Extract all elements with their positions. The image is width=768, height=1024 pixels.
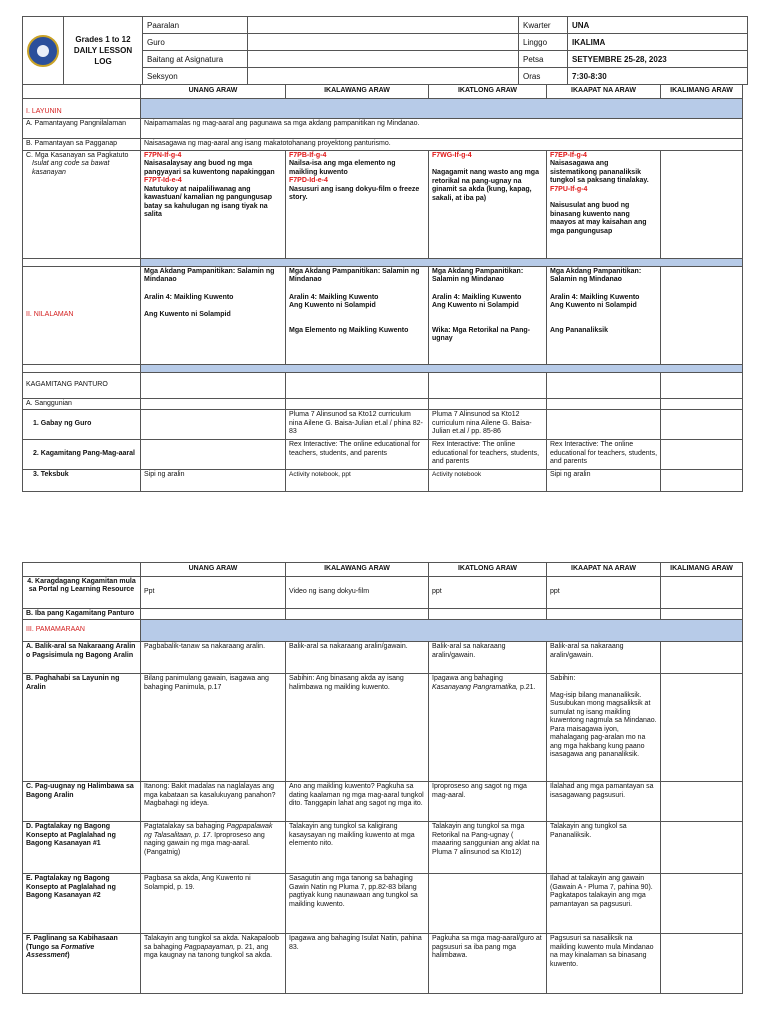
competency-code: F7PD-Id-e-4	[289, 177, 328, 184]
row-sanggunian	[23, 398, 743, 410]
day2-cell: Talakayin ang tungkol sa kaligirang kasaysayan ng maikling kuwento at mga elemento nito.	[286, 822, 429, 874]
text: Sabihin:	[550, 675, 576, 682]
competency-code: F7WG-If-g-4	[432, 151, 472, 159]
competency-text: Naisasalaysay ang buod ng mga pangyayari sa kuwentong napakinggan	[144, 160, 275, 176]
section-band	[141, 258, 743, 266]
competency-code: F7PN-If-g-4	[144, 151, 182, 159]
competency-text: Nailsa-isa ang mga elemento ng maikling kuwento	[289, 160, 396, 176]
day2-cell: Ipagawa ang bahaging Isulat Natin, pahina 83.	[286, 934, 429, 994]
competency-code: F7EP-If-g-4	[550, 151, 587, 159]
day4-cell: Pagsusuri sa nasaliksik na maikling kuwento mula Mindanao na may kinalaman sa binasang kuwento.	[547, 934, 661, 994]
row-label: 4. Karagdagang Kagamitan mula sa Portal ng Learning Resource	[23, 576, 141, 608]
nilalaman-text: Aralin 4: Maikling Kuwento	[432, 293, 522, 301]
competency-code: F7PT-Id-e-4	[144, 177, 182, 184]
day3-cell	[429, 398, 547, 410]
day-header: IKALAWANG ARAW	[286, 563, 429, 577]
text: Ipagawa ang bahaging	[432, 675, 503, 682]
day1-cell	[141, 372, 286, 398]
day3-cell: Pagkuha sa mga mag-aaral/guro at pagsusuri sa iba pang mga halimbawa.	[429, 934, 547, 994]
nilalaman-text: Wika: Mga Retorikal na Pang-ugnay	[432, 326, 530, 342]
section-nilalaman: II. NILALAMAN	[23, 266, 141, 364]
text: Talakayin ang tungkol sa akda. Nakapaloob sa bahaging	[144, 935, 280, 951]
section-layunin: I. LAYUNIN	[23, 98, 141, 118]
label-petsa: Petsa	[519, 51, 568, 68]
day2-cell	[286, 266, 429, 364]
blank-cell	[23, 364, 141, 372]
label-guro: Guro	[143, 34, 248, 51]
day3-cell	[429, 608, 547, 620]
day1-cell	[141, 934, 286, 994]
day-header: UNANG ARAW	[141, 85, 286, 99]
day1-cell	[141, 822, 286, 874]
nilalaman-text: Aralin 4: Maikling Kuwento	[550, 293, 640, 301]
day5-cell	[661, 470, 743, 492]
day5-cell	[661, 782, 743, 822]
day-header: IKATLONG ARAW	[429, 563, 547, 577]
day2-cell	[286, 150, 429, 258]
nilalaman-text: Mga Akdang Pampanitikan: Salamin ng Mindanao	[432, 267, 524, 283]
day1-cell	[141, 150, 286, 258]
section-pamamaraan: III. PAMAMARAAN	[23, 620, 141, 642]
section-band	[141, 620, 743, 642]
competency-text: Nasusuri ang isang dokyu-film o freeze story.	[289, 185, 420, 201]
row-kagamitang-pang-mag-aaral	[23, 440, 743, 470]
day-header: IKATLONG ARAW	[429, 85, 547, 99]
day4-cell	[547, 150, 661, 258]
day4-cell	[547, 372, 661, 398]
nilalaman-text: Ang Kuwento ni Solampid	[144, 311, 231, 318]
deped-seal-icon	[23, 17, 64, 85]
day2-cell: Balik-aral sa nakaraang aralin/gawain.	[286, 642, 429, 674]
competency-text: Nagagamit nang wasto ang mga retorikal na pang-ugnay na ginamit sa akda (kung, kapag, sakali, at iba pa)	[432, 169, 539, 202]
day3-cell: ppt	[429, 576, 547, 608]
row-label	[23, 150, 141, 258]
day5-cell	[661, 398, 743, 410]
value-kwarter[interactable]: UNA	[568, 17, 748, 34]
day1-cell	[141, 398, 286, 410]
row-label: C. Pag-uugnay ng Halimbawa sa Bagong Aralin	[23, 782, 141, 822]
row-content: Naipamamalas ng mag-aaral ang pagunawa sa mga akdang pampanitikan ng Mindanao.	[141, 118, 743, 138]
text: p. 21, ang mga kaugnay na tanong tungkol sa akda.	[144, 943, 273, 959]
day2-cell: Activity notebook, ppt	[286, 470, 429, 492]
day1-cell	[141, 266, 286, 364]
nilalaman-text: Ang Kuwento ni Solampid	[550, 302, 637, 309]
title-line: LOG	[94, 57, 112, 66]
day2-cell: Video ng isang dokyu-film	[286, 576, 429, 608]
competency-text: Naisusulat ang buod ng binasang kuwento nang maayos at may kaisahan ang mga pangungusap	[550, 202, 647, 235]
kasanayan-label: C. Mga Kasanayan sa Pagkatuto	[26, 151, 129, 159]
nilalaman-text: Mga Akdang Pampanitikan: Salamin ng Mindanao	[550, 267, 642, 283]
day5-cell	[661, 608, 743, 620]
day-header: IKAAPAT NA ARAW	[547, 85, 661, 99]
day5-cell	[661, 674, 743, 782]
day4-cell: Talakayin ang tungkol sa Pananaliksik.	[547, 822, 661, 874]
row-pag-uugnay	[23, 782, 743, 822]
day5-cell	[661, 822, 743, 874]
row-paghahabi	[23, 674, 743, 782]
kasanayan-sub: Isulat ang code sa bawat kasanayan	[32, 160, 110, 176]
day3-cell	[429, 674, 547, 782]
row-label: A. Balik-aral sa Nakaraang Aralin o Pagsisimula ng Bagong Aralin	[23, 642, 141, 674]
day1-cell: Itanong: Bakit madalas na naglalayas ang mga kabataan sa kasalukuyang panahon? Magbahagi ng ideya.	[141, 782, 286, 822]
row-label: B. Pamantayan sa Pagganap	[23, 138, 141, 150]
row-pagtalakay-2	[23, 874, 743, 934]
day3-cell	[429, 266, 547, 364]
day1-cell: Ppt	[141, 576, 286, 608]
competency-code: F7PU-If-g-4	[550, 185, 588, 193]
row-label: 2. Kagamitang Pang-Mag-aaral	[23, 440, 141, 470]
row-teksbuk	[23, 470, 743, 492]
row-iba-pang-kagamitan	[23, 608, 743, 620]
competency-text: Natutukoy at naipaliliwanag ang kawastuan/ kamalian ng pangungusap batay sa kahulugan ng isang tiyak na salita	[144, 185, 272, 218]
lesson-table-1	[22, 84, 743, 492]
value-linggo[interactable]: IKALIMA	[568, 34, 748, 51]
text: Mag-isip bilang mananaliksik. Susubukan mong magsaliksik at sumulat ng isang maikling kuwentong nagmula sa Mindanao. Para maisagawa iyon, mahalagang pag-aralan mo na ang mga hakbang kung paano isasagawa ang pananaliksik.	[550, 691, 657, 758]
dll-title	[64, 17, 143, 85]
day4-cell	[547, 608, 661, 620]
row-label: 1. Gabay ng Guro	[23, 410, 141, 440]
row-karagdagang-kagamitan	[23, 576, 743, 608]
competency-code: F7PB-If-g-4	[289, 151, 327, 159]
label-baitang: Baitang at Asignatura	[143, 51, 248, 68]
day2-cell	[286, 372, 429, 398]
nilalaman-text: Ang Kuwento ni Solampid	[432, 302, 519, 309]
day2-cell	[286, 398, 429, 410]
competency-text: Naisasagawa ang sistematikong pananaliksik tungkol sa paksang tinalakay.	[550, 160, 649, 184]
row-label: A. Sanggunian	[23, 398, 141, 410]
day3-cell	[429, 372, 547, 398]
row-label: E. Pagtalakay ng Bagong Konsepto at Paglalahad ng Bagong Kasanayan #2	[23, 874, 141, 934]
day-header-row	[23, 85, 743, 99]
day1-cell	[141, 608, 286, 620]
text-italic: Kasanayang Pangramatika,	[432, 683, 518, 691]
day2-cell	[286, 608, 429, 620]
nilalaman-text: Mga Elemento ng Maikling Kuwento	[289, 326, 409, 334]
day5-cell	[661, 934, 743, 994]
text: F. Paglinang sa Kabihasaan (Tungo sa	[26, 935, 118, 951]
row-label: 3. Teksbuk	[23, 470, 141, 492]
day3-cell: Activity notebook	[429, 470, 547, 492]
day4-cell	[547, 398, 661, 410]
header-table	[22, 16, 748, 85]
nilalaman-text: Aralin 4: Maikling Kuwento	[289, 293, 379, 301]
row-pamantayan-pagganap	[23, 138, 743, 150]
section-band	[141, 364, 743, 372]
value-petsa[interactable]: SETYEMBRE 25-28, 2023	[568, 51, 748, 68]
day4-cell: Ilalahad ang mga pamantayan sa isasagawang pagsusuri.	[547, 782, 661, 822]
day4-cell	[547, 266, 661, 364]
row-label: A. Pamantayang Pangnilalaman	[23, 118, 141, 138]
text: Pagtatalakay sa bahaging	[144, 823, 225, 830]
label-oras: Oras	[519, 68, 568, 85]
row-label: B. Paghahabi sa Layunin ng Aralin	[23, 674, 141, 782]
row-pamantayang-pangnilalaman	[23, 118, 743, 138]
day2-cell: Sasagutin ang mga tanong sa bahaging Gawin Natin ng Pluma 7, pp.82-83 bilang pagtiyak kung naunawaan ang tungkol sa maikling kuwento.	[286, 874, 429, 934]
day1-cell: Bilang panimulang gawain, isagawa ang bahaging Panimula, p.17	[141, 674, 286, 782]
day3-cell: Rex Interactive: The online educational for teachers, students, and parents	[429, 440, 547, 470]
day4-cell: Ilahad at talakayin ang gawain (Gawain A - Pluma 7, pahina 90). Pagkatapos talakayin ang mga pamantayan sa pagsusuri.	[547, 874, 661, 934]
day3-cell	[429, 874, 547, 934]
value-guro[interactable]	[248, 34, 519, 51]
day4-cell	[547, 410, 661, 440]
row-balik-aral	[23, 642, 743, 674]
day3-cell: Pluma 7 Alinsunod sa Kto12 curriculum nina Ailene G. Baisa-Julian et.al / pp. 85-86	[429, 410, 547, 440]
day1-cell	[141, 410, 286, 440]
day3-cell: Talakayin ang tungkol sa mga Retorikal na Pang-ugnay ( maaaring sanggunian ang aklat na Pluma 7 alinsunod sa Kto12)	[429, 822, 547, 874]
day1-cell: Pagbasa sa akda, Ang Kuwento ni Solampid, p. 19.	[141, 874, 286, 934]
day2-cell: Ano ang maikling kuwento? Pagkuha sa dating kaalaman ng mga mag-aaral tungkol dito. Tanggapin lahat ang sagot ng mga ito.	[286, 782, 429, 822]
day4-cell: Sipi ng aralin	[547, 470, 661, 492]
section-kagamitan: KAGAMITANG PANTURO	[23, 372, 141, 398]
row-kagamitan	[23, 372, 743, 398]
row-kasanayan	[23, 150, 743, 258]
text-italic: Formative Assessment	[26, 943, 95, 959]
day5-cell	[661, 372, 743, 398]
nilalaman-text: Mga Akdang Pampanitikan: Salamin ng Mindanao	[144, 267, 275, 283]
layunin-row	[23, 98, 743, 118]
band-row	[23, 364, 743, 372]
day4-cell: ppt	[547, 576, 661, 608]
lesson-table-2	[22, 562, 743, 994]
label-linggo: Linggo	[519, 34, 568, 51]
text: p.21.	[519, 683, 536, 691]
day5-cell	[661, 576, 743, 608]
day3-cell: Iproproseso ang sagot ng mga mag-aaral.	[429, 782, 547, 822]
row-label	[23, 934, 141, 994]
value-seksyon[interactable]	[248, 68, 519, 85]
day2-cell: Pluma 7 Alinsunod sa Kto12 curriculum nina Ailene G. Baisa-Julian et.al / phina 82-83	[286, 410, 429, 440]
day1-cell: Sipi ng aralin	[141, 470, 286, 492]
row-gabay-guro	[23, 410, 743, 440]
band-row	[23, 258, 743, 266]
nilalaman-text: Aralin 4: Maikling Kuwento	[144, 293, 234, 301]
day-header: IKALIMANG ARAW	[661, 563, 743, 577]
day1-cell: Pagbabalik-tanaw sa nakaraang aralin.	[141, 642, 286, 674]
nilalaman-text: Mga Akdang Pampanitikan: Salamin ng Mindanao	[289, 267, 420, 283]
day2-cell: Sabihin: Ang binasang akda ay isang halimbawa ng maikling kuwento.	[286, 674, 429, 782]
row-label: B. Iba pang Kagamitang Panturo	[23, 608, 141, 620]
pamamaraan-row	[23, 620, 743, 642]
day5-cell	[661, 440, 743, 470]
row-nilalaman	[23, 266, 743, 364]
title-line: Grades 1 to 12	[75, 35, 131, 44]
row-label: D. Pagtalakay ng Bagong Konsepto at Paglalahad ng Bagong Kasanayan #1	[23, 822, 141, 874]
corner-cell	[23, 563, 141, 577]
text: )	[67, 952, 70, 959]
day1-cell	[141, 440, 286, 470]
day3-cell: Balik-aral sa nakaraang aralin/gawain.	[429, 642, 547, 674]
day4-cell	[547, 674, 661, 782]
text-italic: Pagpapayaman,	[184, 943, 236, 951]
day5-cell	[661, 642, 743, 674]
row-paglinang	[23, 934, 743, 994]
day-header-row	[23, 563, 743, 577]
day3-cell	[429, 150, 547, 258]
day4-cell: Balik-aral sa nakaraang aralin/gawain.	[547, 642, 661, 674]
day-header: UNANG ARAW	[141, 563, 286, 577]
corner-cell	[23, 85, 141, 99]
blank-cell	[23, 258, 141, 266]
day4-cell: Rex Interactive: The online educational for teachers, students, and parents	[547, 440, 661, 470]
label-paaralan: Paaralan	[143, 17, 248, 34]
title-line: DAILY LESSON	[73, 46, 133, 55]
day5-cell	[661, 150, 743, 258]
day-header: IKALAWANG ARAW	[286, 85, 429, 99]
day5-cell	[661, 266, 743, 364]
label-seksyon: Seksyon	[143, 68, 248, 85]
day5-cell	[661, 410, 743, 440]
day2-cell: Rex Interactive: The online educational for teachers, students, and parents	[286, 440, 429, 470]
nilalaman-text: Ang Pananaliksik	[550, 326, 608, 334]
nilalaman-text: Ang Kuwento ni Solampid	[289, 302, 376, 309]
section-band	[141, 98, 743, 118]
value-oras[interactable]: 7:30-8:30	[568, 68, 748, 85]
day-header: IKAAPAT NA ARAW	[547, 563, 661, 577]
row-pagtalakay-1	[23, 822, 743, 874]
text: . Iproproseso ang naging gawain ng mga mag-aaral. (Pangatnig)	[144, 831, 265, 856]
day5-cell	[661, 874, 743, 934]
text-italic: Pagpapalawak ng Talasalitaan, p. 17	[144, 823, 273, 839]
value-paaralan[interactable]	[248, 17, 519, 34]
label-kwarter: Kwarter	[519, 17, 568, 34]
day-header: IKALIMANG ARAW	[661, 85, 743, 99]
row-content: Naisasagawa ng mag-aaral ang isang makatotohanang proyektong panturismo.	[141, 138, 743, 150]
value-baitang[interactable]	[248, 51, 519, 68]
